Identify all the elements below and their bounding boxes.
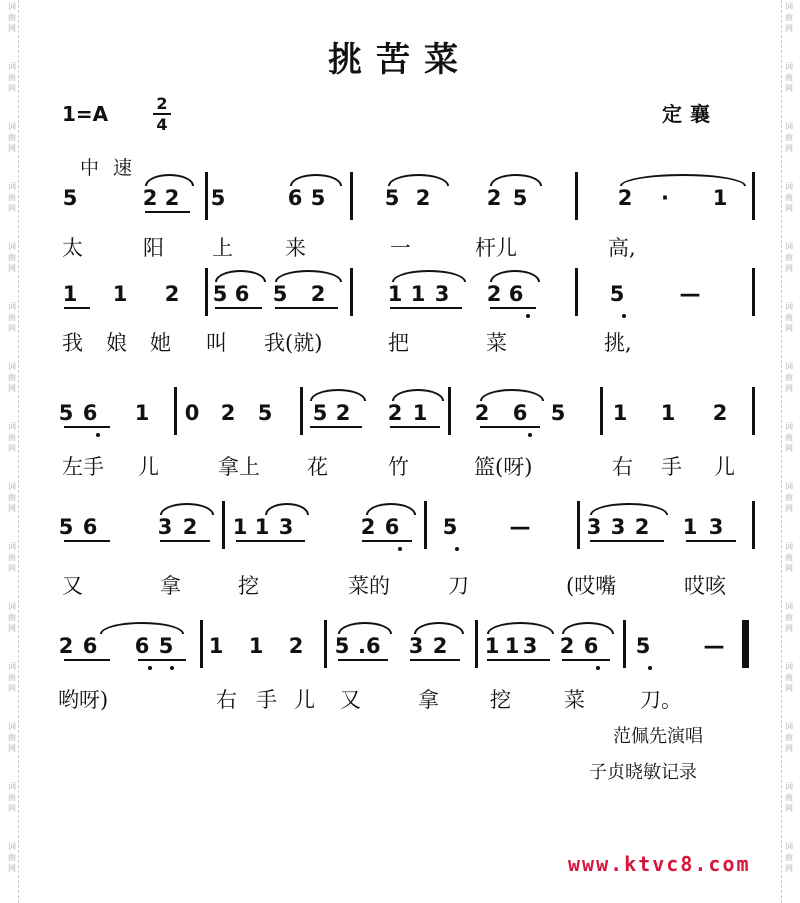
watermark-glyph: 曲 — [785, 133, 793, 142]
note: 1 — [254, 515, 270, 539]
watermark-glyph: 网 — [8, 384, 16, 393]
octave-dot — [148, 666, 152, 670]
note: 5 — [609, 282, 625, 306]
note: 2 — [164, 282, 180, 306]
watermark-glyph: 词 — [8, 182, 16, 191]
watermark-glyph: 曲 — [785, 193, 793, 202]
watermark-glyph: 词 — [785, 842, 793, 851]
lyric-word: 菜 — [486, 331, 507, 355]
watermark-glyph: 网 — [8, 564, 16, 573]
lyric-word: 杆儿 — [475, 236, 517, 260]
watermark-glyph: 词 — [785, 482, 793, 491]
note: 5 — [512, 186, 528, 210]
watermark-glyph: 网 — [785, 864, 793, 873]
note: 3 — [522, 634, 538, 658]
slur — [338, 622, 392, 634]
watermark-glyph: 曲 — [8, 433, 16, 442]
octave-dot — [596, 666, 600, 670]
beam-underline — [275, 307, 338, 309]
lyric-word: 一 — [390, 236, 411, 260]
barline — [424, 501, 427, 549]
watermark-glyph: 曲 — [8, 733, 16, 742]
note: 5 — [384, 186, 400, 210]
slur — [388, 174, 449, 186]
lyric-word: 太 — [62, 236, 83, 260]
barline — [752, 387, 755, 435]
note: 1 — [112, 282, 128, 306]
barline — [205, 172, 208, 220]
slur — [562, 622, 614, 634]
barline — [475, 620, 478, 668]
beam-underline — [390, 307, 462, 309]
watermark-glyph: 网 — [785, 264, 793, 273]
watermark-glyph: 曲 — [785, 613, 793, 622]
watermark-glyph: 曲 — [785, 493, 793, 502]
note: 3 — [157, 515, 173, 539]
watermark-glyph: 曲 — [8, 193, 16, 202]
watermark-glyph: 网 — [785, 504, 793, 513]
watermark-glyph: 词 — [8, 62, 16, 71]
note: 2 — [164, 186, 180, 210]
note: 1 — [682, 515, 698, 539]
lyric-word: 儿 — [138, 455, 159, 479]
slur — [620, 174, 746, 186]
barline — [623, 620, 626, 668]
note: 1 — [248, 634, 264, 658]
watermark-glyph: 网 — [8, 684, 16, 693]
note: 6 — [82, 515, 98, 539]
watermark-glyph: 网 — [8, 144, 16, 153]
slur — [160, 503, 214, 515]
watermark-glyph: 曲 — [8, 13, 16, 22]
note: 5 — [635, 634, 651, 658]
slur — [414, 622, 464, 634]
lyric-word: 拿 — [160, 574, 181, 598]
note: 1 — [62, 282, 78, 306]
site-watermark: www.ktvc8.com — [568, 852, 751, 876]
note: 6 — [287, 186, 303, 210]
lyric-word: 手 — [661, 455, 682, 479]
beam-underline — [487, 659, 550, 661]
watermark-glyph: 网 — [785, 744, 793, 753]
note: 1 — [660, 401, 676, 425]
slur — [480, 389, 544, 401]
beam-underline — [562, 659, 610, 661]
barline — [752, 172, 755, 220]
lyric-word: 篮(呀) — [474, 455, 533, 479]
beam-underline — [236, 540, 305, 542]
note: 2 — [474, 401, 490, 425]
watermark-glyph: 曲 — [785, 433, 793, 442]
octave-dot — [398, 547, 402, 551]
octave-dot — [528, 433, 532, 437]
beam-underline — [686, 540, 736, 542]
barline — [575, 268, 578, 316]
note: 6 — [583, 634, 599, 658]
watermark-glyph: 曲 — [785, 313, 793, 322]
note: 2 — [182, 515, 198, 539]
barline — [600, 387, 603, 435]
watermark-glyph: 曲 — [8, 853, 16, 862]
watermark-glyph: 曲 — [8, 553, 16, 562]
slur — [490, 174, 542, 186]
note: 2 — [486, 282, 502, 306]
barline — [350, 172, 353, 220]
watermark-glyph: 词 — [8, 122, 16, 131]
lyric-word: 儿 — [294, 688, 315, 712]
watermark-glyph: 曲 — [785, 733, 793, 742]
beam-underline — [160, 540, 210, 542]
slur — [265, 503, 309, 515]
time-signature-top: 2 — [156, 94, 168, 113]
watermark-glyph: 曲 — [8, 73, 16, 82]
lyric-word: 右 — [216, 688, 237, 712]
note: 3 — [408, 634, 424, 658]
watermark-glyph: 网 — [785, 564, 793, 573]
slur — [590, 503, 668, 515]
beam-underline — [64, 540, 110, 542]
lyric-word: 哟呀) — [58, 688, 109, 712]
octave-dot — [648, 666, 652, 670]
note: 2 — [310, 282, 326, 306]
hold-dash: — — [703, 634, 725, 658]
note: 2 — [288, 634, 304, 658]
note: 5 — [550, 401, 566, 425]
note: 6 — [384, 515, 400, 539]
watermark-glyph: 曲 — [8, 373, 16, 382]
slur — [215, 270, 266, 282]
octave-dot — [526, 314, 530, 318]
watermark-glyph: 曲 — [785, 253, 793, 262]
beam-underline — [338, 659, 388, 661]
lyric-word: 上 — [212, 236, 233, 260]
lyric-word: 挑, — [604, 331, 632, 355]
lyric-word: 菜 — [564, 688, 585, 712]
note: 2 — [486, 186, 502, 210]
note: 2 — [142, 186, 158, 210]
watermark-glyph: 词 — [8, 422, 16, 431]
watermark-glyph: 词 — [8, 662, 16, 671]
final-barline — [742, 620, 749, 668]
lyric-word: 又 — [62, 574, 83, 598]
slur — [100, 622, 184, 634]
watermark-glyph: 曲 — [8, 613, 16, 622]
beam-underline — [64, 659, 110, 661]
tempo-marking: 中速 — [80, 157, 147, 179]
slur — [392, 389, 444, 401]
watermark-glyph: 词 — [785, 362, 793, 371]
watermark-glyph: 网 — [8, 504, 16, 513]
watermark-glyph: 网 — [8, 204, 16, 213]
watermark-glyph: 网 — [8, 804, 16, 813]
note: 5 — [212, 282, 228, 306]
lyric-word: (哎嘴 — [566, 574, 617, 598]
watermark-glyph: 词 — [785, 122, 793, 131]
beam-underline — [138, 659, 186, 661]
watermark-glyph: 词 — [8, 482, 16, 491]
note: 6 — [134, 634, 150, 658]
lyric-word: 左手 — [62, 455, 104, 479]
watermark-glyph: 网 — [8, 744, 16, 753]
lyrics-line — [0, 451, 800, 481]
lyric-word: 挖 — [238, 574, 259, 598]
lyric-word: 叫 — [206, 331, 227, 355]
watermark-glyph: 网 — [8, 324, 16, 333]
lyric-word: 儿 — [714, 455, 735, 479]
lyric-word: 高, — [608, 236, 636, 260]
lyric-word: 竹 — [388, 455, 409, 479]
lyric-word: 手 — [256, 688, 277, 712]
watermark-glyph: 词 — [785, 422, 793, 431]
singer-credit: 范佩先演唱 — [613, 726, 703, 747]
note: 2 — [58, 634, 74, 658]
barline — [575, 172, 578, 220]
note: 1 — [410, 282, 426, 306]
watermark-glyph: 词 — [8, 602, 16, 611]
watermark-glyph: 网 — [785, 804, 793, 813]
lyric-word: 她 — [150, 331, 171, 355]
barline — [752, 268, 755, 316]
watermark-glyph: 网 — [8, 444, 16, 453]
beam-underline — [590, 540, 664, 542]
watermark-glyph: 词 — [785, 542, 793, 551]
barline — [324, 620, 327, 668]
barline — [577, 501, 580, 549]
note: 1 — [412, 401, 428, 425]
key-signature: 1=A — [62, 102, 109, 126]
watermark-glyph: 网 — [8, 864, 16, 873]
slur — [490, 270, 540, 282]
watermark-glyph: 词 — [8, 782, 16, 791]
beam-underline — [215, 307, 262, 309]
watermark-glyph: 词 — [785, 782, 793, 791]
slur — [366, 503, 416, 515]
watermark-glyph: 词 — [8, 842, 16, 851]
note: 1 — [387, 282, 403, 306]
lyric-word: 菜的 — [348, 574, 390, 598]
watermark-glyph: 曲 — [785, 373, 793, 382]
watermark-glyph: 词 — [785, 182, 793, 191]
song-title: 挑苦菜 — [328, 40, 472, 80]
note: 2 — [634, 515, 650, 539]
watermark-glyph: 曲 — [785, 553, 793, 562]
note: 3 — [434, 282, 450, 306]
lyric-word: 我(就) — [264, 331, 323, 355]
watermark-glyph: 曲 — [785, 73, 793, 82]
note: 0 — [184, 401, 200, 425]
watermark-glyph: 曲 — [8, 133, 16, 142]
note: 5 — [257, 401, 273, 425]
watermark-glyph: 曲 — [785, 793, 793, 802]
watermark-glyph: 网 — [8, 264, 16, 273]
watermark-glyph: 词 — [785, 242, 793, 251]
beam-underline — [64, 307, 90, 309]
lyric-word: 把 — [388, 331, 409, 355]
beam-underline — [362, 540, 412, 542]
note: 1 — [484, 634, 500, 658]
lyric-word: 拿 — [418, 688, 439, 712]
watermark-glyph: 词 — [8, 362, 16, 371]
watermark-glyph: 网 — [785, 144, 793, 153]
beam-underline — [490, 307, 536, 309]
note: 1 — [232, 515, 248, 539]
note: 5 — [210, 186, 226, 210]
watermark-glyph: 词 — [785, 2, 793, 11]
beam-underline — [64, 426, 110, 428]
beam-underline — [145, 211, 190, 213]
lyric-word: 拿上 — [218, 455, 260, 479]
lyric-word: 花 — [307, 455, 328, 479]
watermark-glyph: 词 — [8, 2, 16, 11]
slur — [392, 270, 466, 282]
hold-dash: — — [679, 282, 701, 306]
note: 6 — [512, 401, 528, 425]
watermark-glyph: 网 — [8, 624, 16, 633]
watermark-glyph: 网 — [785, 684, 793, 693]
barline — [222, 501, 225, 549]
watermark-glyph: 词 — [8, 542, 16, 551]
hold-dash: — — [509, 515, 531, 539]
watermark-glyph: 曲 — [8, 493, 16, 502]
note: 5 — [58, 515, 74, 539]
watermark-glyph: 词 — [8, 302, 16, 311]
lyrics-line — [0, 684, 800, 714]
lyrics-line — [0, 327, 800, 357]
note: 1 — [504, 634, 520, 658]
note: 5 — [158, 634, 174, 658]
barline — [205, 268, 208, 316]
slur — [290, 174, 342, 186]
note: 2 — [335, 401, 351, 425]
lyric-word: 又 — [340, 688, 361, 712]
lyric-word: 刀 — [448, 574, 469, 598]
watermark-glyph: 曲 — [785, 853, 793, 862]
barline — [752, 501, 755, 549]
note: 3 — [278, 515, 294, 539]
note: 1 — [208, 634, 224, 658]
note: 1 — [134, 401, 150, 425]
watermark-glyph: 网 — [785, 324, 793, 333]
watermark-glyph: 曲 — [8, 793, 16, 802]
watermark-glyph: 网 — [785, 84, 793, 93]
note: .6 — [358, 634, 381, 658]
note: 1 — [612, 401, 628, 425]
note: 2 — [415, 186, 431, 210]
lyric-word: 来 — [285, 236, 306, 260]
octave-dot — [170, 666, 174, 670]
watermark-glyph: 词 — [8, 722, 16, 731]
note: · — [661, 186, 669, 210]
note: 2 — [712, 401, 728, 425]
note: 3 — [610, 515, 626, 539]
note: 5 — [334, 634, 350, 658]
note: 5 — [62, 186, 78, 210]
note: 6 — [234, 282, 250, 306]
beam-underline — [480, 426, 540, 428]
octave-dot — [622, 314, 626, 318]
note: 2 — [360, 515, 376, 539]
lyric-word: 阳 — [143, 236, 164, 260]
watermark-glyph: 网 — [785, 24, 793, 33]
lyric-word: 刀。 — [640, 688, 682, 712]
note: 6 — [82, 401, 98, 425]
lyric-word: 哎咳 — [684, 574, 726, 598]
lyric-word: 我 — [62, 331, 83, 355]
note: 5 — [58, 401, 74, 425]
note: 2 — [617, 186, 633, 210]
note: 3 — [586, 515, 602, 539]
note: 5 — [442, 515, 458, 539]
watermark-glyph: 曲 — [785, 13, 793, 22]
note: 2 — [220, 401, 236, 425]
watermark-glyph: 网 — [8, 84, 16, 93]
note: 5 — [310, 186, 326, 210]
lyrics-line — [0, 570, 800, 600]
watermark-glyph: 词 — [785, 302, 793, 311]
note: 6 — [82, 634, 98, 658]
watermark-glyph: 网 — [785, 444, 793, 453]
note: 3 — [708, 515, 724, 539]
watermark-glyph: 曲 — [8, 673, 16, 682]
note: 2 — [559, 634, 575, 658]
barline — [448, 387, 451, 435]
lyric-word: 右 — [612, 455, 633, 479]
watermark-glyph: 网 — [785, 384, 793, 393]
note: 6 — [508, 282, 524, 306]
note: 5 — [272, 282, 288, 306]
note: 2 — [432, 634, 448, 658]
watermark-glyph: 词 — [785, 62, 793, 71]
watermark-glyph: 曲 — [8, 313, 16, 322]
lyrics-line — [0, 232, 800, 262]
note: 1 — [712, 186, 728, 210]
slur — [145, 174, 194, 186]
time-signature-bottom: 4 — [156, 115, 168, 134]
watermark-glyph: 词 — [8, 242, 16, 251]
score-line — [0, 515, 800, 575]
barline — [174, 387, 177, 435]
watermark-glyph: 曲 — [8, 253, 16, 262]
watermark-glyph: 网 — [8, 24, 16, 33]
time-signature — [153, 95, 171, 133]
barline — [200, 620, 203, 668]
barline — [350, 268, 353, 316]
watermark-glyph: 词 — [785, 722, 793, 731]
watermark-glyph: 网 — [785, 204, 793, 213]
beam-underline — [310, 426, 362, 428]
watermark-glyph: 网 — [785, 624, 793, 633]
note: 5 — [312, 401, 328, 425]
octave-dot — [96, 433, 100, 437]
watermark-glyph: 词 — [785, 662, 793, 671]
note: 2 — [387, 401, 403, 425]
recorder-credit: 子贞晓敏记录 — [589, 762, 697, 783]
slur — [487, 622, 554, 634]
slur — [275, 270, 342, 282]
octave-dot — [455, 547, 459, 551]
lyric-word: 挖 — [490, 688, 511, 712]
region-label: 定襄 — [662, 102, 718, 126]
watermark-glyph: 曲 — [785, 673, 793, 682]
beam-underline — [390, 426, 440, 428]
lyric-word: 娘 — [106, 331, 127, 355]
watermark-glyph: 词 — [785, 602, 793, 611]
slur — [310, 389, 366, 401]
beam-underline — [410, 659, 460, 661]
barline — [300, 387, 303, 435]
